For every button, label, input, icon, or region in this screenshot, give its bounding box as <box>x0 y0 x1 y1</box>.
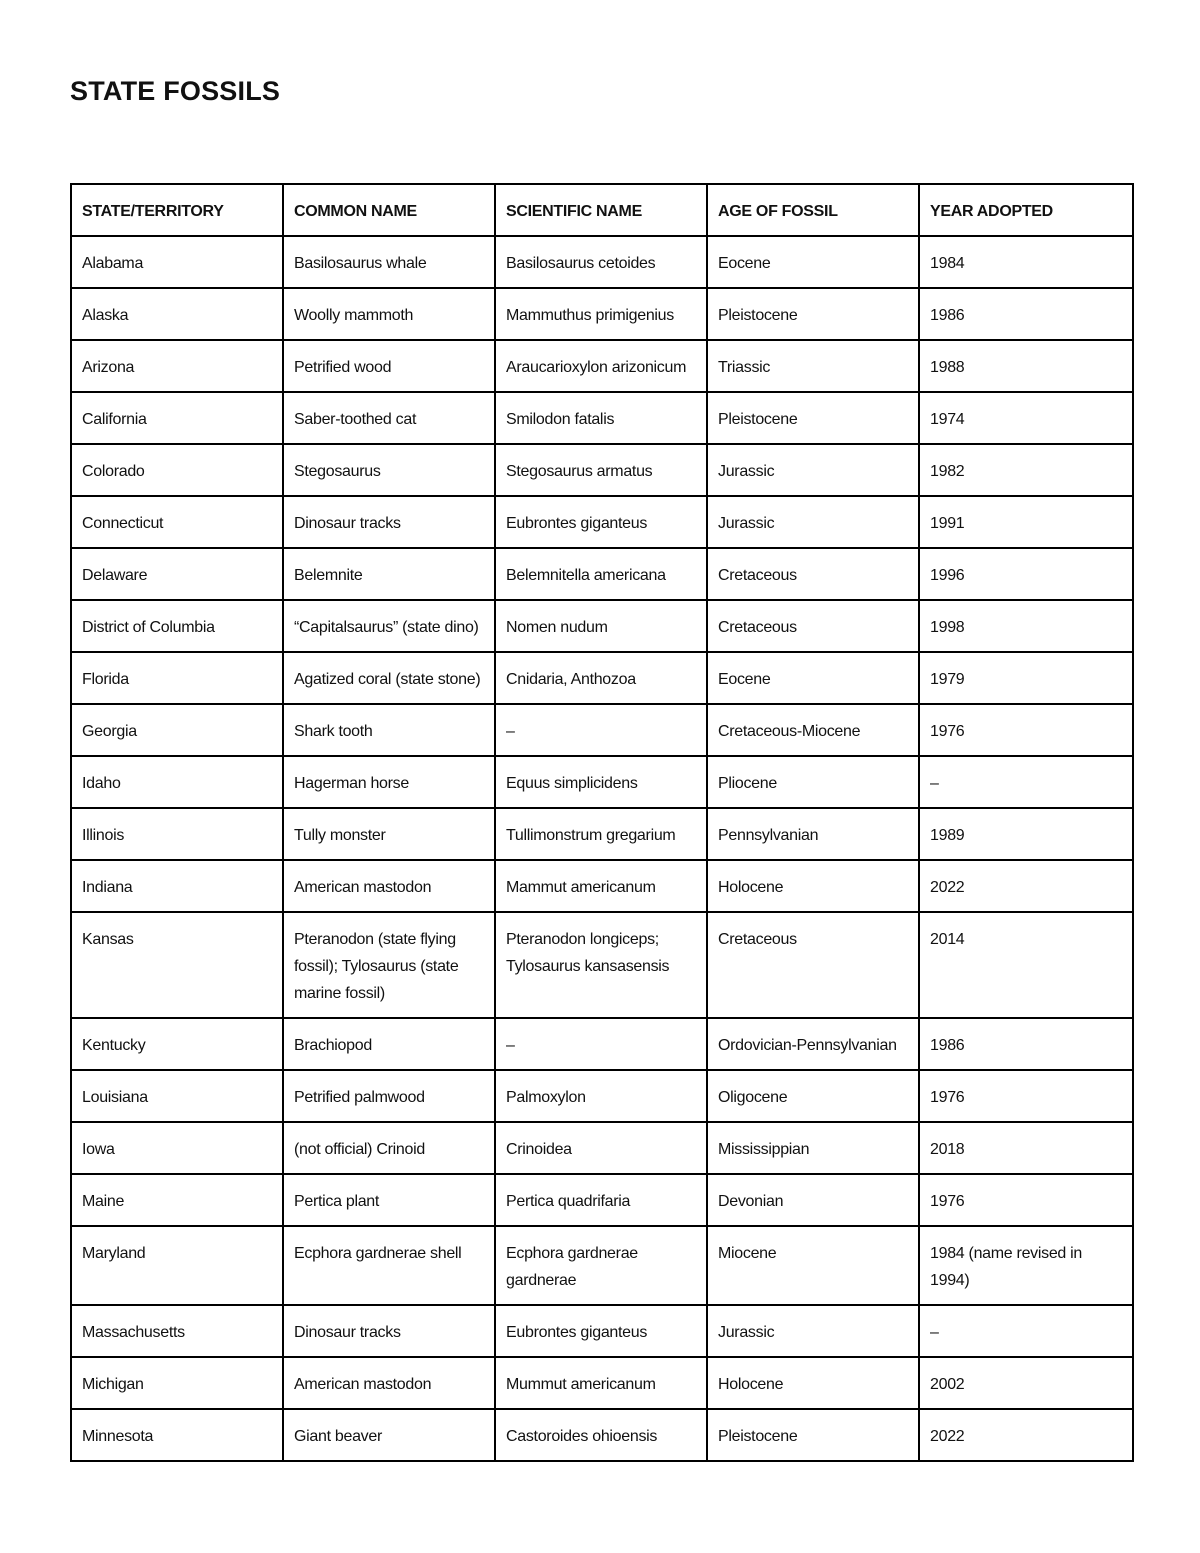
common-name-cell: Pteranodon (state flying fossil); Tylosaurus (state marine fossil) <box>283 912 495 1018</box>
table-row <box>71 1226 1133 1305</box>
state-cell: California <box>71 392 283 444</box>
common-name-cell: Saber-toothed cat <box>283 392 495 444</box>
common-name-cell: Dinosaur tracks <box>283 1305 495 1357</box>
table-row <box>71 808 1133 860</box>
state-cell: Louisiana <box>71 1070 283 1122</box>
year-cell: 1986 <box>919 288 1133 340</box>
age-cell: Cretaceous-Miocene <box>707 704 919 756</box>
table-row <box>71 756 1133 808</box>
table-row <box>71 1174 1133 1226</box>
year-cell: 2002 <box>919 1357 1133 1409</box>
table-row <box>71 1122 1133 1174</box>
table-row <box>71 860 1133 912</box>
scientific-name-cell: Pteranodon longiceps; Tylosaurus kansasensis <box>495 912 707 1018</box>
scientific-name-cell: Belemnitella americana <box>495 548 707 600</box>
common-name-cell: Ecphora gardnerae shell <box>283 1226 495 1305</box>
age-cell: Jurassic <box>707 1305 919 1357</box>
table-row <box>71 1409 1133 1461</box>
table-row <box>71 548 1133 600</box>
scientific-name-cell: Castoroides ohioensis <box>495 1409 707 1461</box>
scientific-name-cell: Eubrontes giganteus <box>495 496 707 548</box>
age-cell: Mississippian <box>707 1122 919 1174</box>
year-cell: 1984 <box>919 236 1133 288</box>
state-fossils-table <box>70 183 1134 1462</box>
table-row <box>71 1070 1133 1122</box>
scientific-name-cell: Cnidaria, Anthozoa <box>495 652 707 704</box>
year-cell: 2014 <box>919 912 1133 1018</box>
scientific-name-cell: Tullimonstrum gregarium <box>495 808 707 860</box>
table-body <box>71 236 1133 1461</box>
year-cell: 2018 <box>919 1122 1133 1174</box>
scientific-name-cell: Mammuthus primigenius <box>495 288 707 340</box>
header-common-name: COMMON NAME <box>283 184 495 236</box>
common-name-cell: (not official) Crinoid <box>283 1122 495 1174</box>
age-cell: Devonian <box>707 1174 919 1226</box>
state-cell: Colorado <box>71 444 283 496</box>
common-name-cell: Basilosaurus whale <box>283 236 495 288</box>
state-cell: Arizona <box>71 340 283 392</box>
scientific-name-cell: – <box>495 704 707 756</box>
age-cell: Miocene <box>707 1226 919 1305</box>
common-name-cell: Dinosaur tracks <box>283 496 495 548</box>
age-cell: Pleistocene <box>707 1409 919 1461</box>
scientific-name-cell: Basilosaurus cetoides <box>495 236 707 288</box>
age-cell: Pliocene <box>707 756 919 808</box>
year-cell: 1988 <box>919 340 1133 392</box>
year-cell: 1976 <box>919 704 1133 756</box>
year-cell: 1976 <box>919 1174 1133 1226</box>
table-row <box>71 1357 1133 1409</box>
common-name-cell: Agatized coral (state stone) <box>283 652 495 704</box>
age-cell: Pennsylvanian <box>707 808 919 860</box>
scientific-name-cell: Stegosaurus armatus <box>495 444 707 496</box>
state-cell: Maine <box>71 1174 283 1226</box>
scientific-name-cell: Equus simplicidens <box>495 756 707 808</box>
header-state-territory: STATE/TERRITORY <box>71 184 283 236</box>
age-cell: Eocene <box>707 236 919 288</box>
state-cell: Connecticut <box>71 496 283 548</box>
scientific-name-cell: Mammut americanum <box>495 860 707 912</box>
age-cell: Pleistocene <box>707 392 919 444</box>
scientific-name-cell: Ecphora gardnerae gardnerae <box>495 1226 707 1305</box>
table-row <box>71 444 1133 496</box>
table-row <box>71 340 1133 392</box>
age-cell: Oligocene <box>707 1070 919 1122</box>
age-cell: Ordovician-Pennsylvanian <box>707 1018 919 1070</box>
common-name-cell: Pertica plant <box>283 1174 495 1226</box>
year-cell: 1998 <box>919 600 1133 652</box>
table-row <box>71 1018 1133 1070</box>
table-header-row <box>71 184 1133 236</box>
state-cell: Minnesota <box>71 1409 283 1461</box>
state-cell: Maryland <box>71 1226 283 1305</box>
common-name-cell: American mastodon <box>283 1357 495 1409</box>
scientific-name-cell: Smilodon fatalis <box>495 392 707 444</box>
age-cell: Cretaceous <box>707 600 919 652</box>
scientific-name-cell: Mummut americanum <box>495 1357 707 1409</box>
state-cell: Alabama <box>71 236 283 288</box>
common-name-cell: American mastodon <box>283 860 495 912</box>
age-cell: Jurassic <box>707 496 919 548</box>
common-name-cell: Petrified palmwood <box>283 1070 495 1122</box>
state-cell: Florida <box>71 652 283 704</box>
state-cell: Georgia <box>71 704 283 756</box>
scientific-name-cell: Araucarioxylon arizonicum <box>495 340 707 392</box>
table-row <box>71 912 1133 1018</box>
table-row <box>71 496 1133 548</box>
year-cell: 1989 <box>919 808 1133 860</box>
common-name-cell: Stegosaurus <box>283 444 495 496</box>
scientific-name-cell: Nomen nudum <box>495 600 707 652</box>
scientific-name-cell: – <box>495 1018 707 1070</box>
age-cell: Cretaceous <box>707 912 919 1018</box>
common-name-cell: Shark tooth <box>283 704 495 756</box>
age-cell: Triassic <box>707 340 919 392</box>
year-cell: – <box>919 1305 1133 1357</box>
year-cell: – <box>919 756 1133 808</box>
year-cell: 1996 <box>919 548 1133 600</box>
year-cell: 1976 <box>919 1070 1133 1122</box>
state-cell: Idaho <box>71 756 283 808</box>
state-cell: Kentucky <box>71 1018 283 1070</box>
state-cell: Iowa <box>71 1122 283 1174</box>
table-row <box>71 392 1133 444</box>
age-cell: Jurassic <box>707 444 919 496</box>
age-cell: Eocene <box>707 652 919 704</box>
state-cell: Delaware <box>71 548 283 600</box>
common-name-cell: Petrified wood <box>283 340 495 392</box>
year-cell: 1982 <box>919 444 1133 496</box>
common-name-cell: Woolly mammoth <box>283 288 495 340</box>
state-cell: Massachusetts <box>71 1305 283 1357</box>
common-name-cell: “Capitalsaurus” (state dino) <box>283 600 495 652</box>
scientific-name-cell: Palmoxylon <box>495 1070 707 1122</box>
state-cell: Alaska <box>71 288 283 340</box>
table-row <box>71 236 1133 288</box>
common-name-cell: Tully monster <box>283 808 495 860</box>
age-cell: Pleistocene <box>707 288 919 340</box>
state-cell: Illinois <box>71 808 283 860</box>
header-scientific-name: SCIENTIFIC NAME <box>495 184 707 236</box>
year-cell: 1984 (name revised in 1994) <box>919 1226 1133 1305</box>
year-cell: 2022 <box>919 860 1133 912</box>
age-cell: Cretaceous <box>707 548 919 600</box>
table-row <box>71 600 1133 652</box>
header-age-of-fossil: AGE OF FOSSIL <box>707 184 919 236</box>
common-name-cell: Brachiopod <box>283 1018 495 1070</box>
header-year-adopted: YEAR ADOPTED <box>919 184 1133 236</box>
year-cell: 1974 <box>919 392 1133 444</box>
page-title: STATE FOSSILS <box>70 76 281 106</box>
year-cell: 1986 <box>919 1018 1133 1070</box>
table-row <box>71 288 1133 340</box>
state-cell: Indiana <box>71 860 283 912</box>
scientific-name-cell: Eubrontes giganteus <box>495 1305 707 1357</box>
age-cell: Holocene <box>707 860 919 912</box>
common-name-cell: Giant beaver <box>283 1409 495 1461</box>
age-cell: Holocene <box>707 1357 919 1409</box>
year-cell: 1979 <box>919 652 1133 704</box>
scientific-name-cell: Pertica quadrifaria <box>495 1174 707 1226</box>
table-row <box>71 1305 1133 1357</box>
state-cell: District of Columbia <box>71 600 283 652</box>
table-row <box>71 704 1133 756</box>
table-row <box>71 652 1133 704</box>
year-cell: 1991 <box>919 496 1133 548</box>
year-cell: 2022 <box>919 1409 1133 1461</box>
common-name-cell: Hagerman horse <box>283 756 495 808</box>
common-name-cell: Belemnite <box>283 548 495 600</box>
state-cell: Kansas <box>71 912 283 1018</box>
state-cell: Michigan <box>71 1357 283 1409</box>
scientific-name-cell: Crinoidea <box>495 1122 707 1174</box>
